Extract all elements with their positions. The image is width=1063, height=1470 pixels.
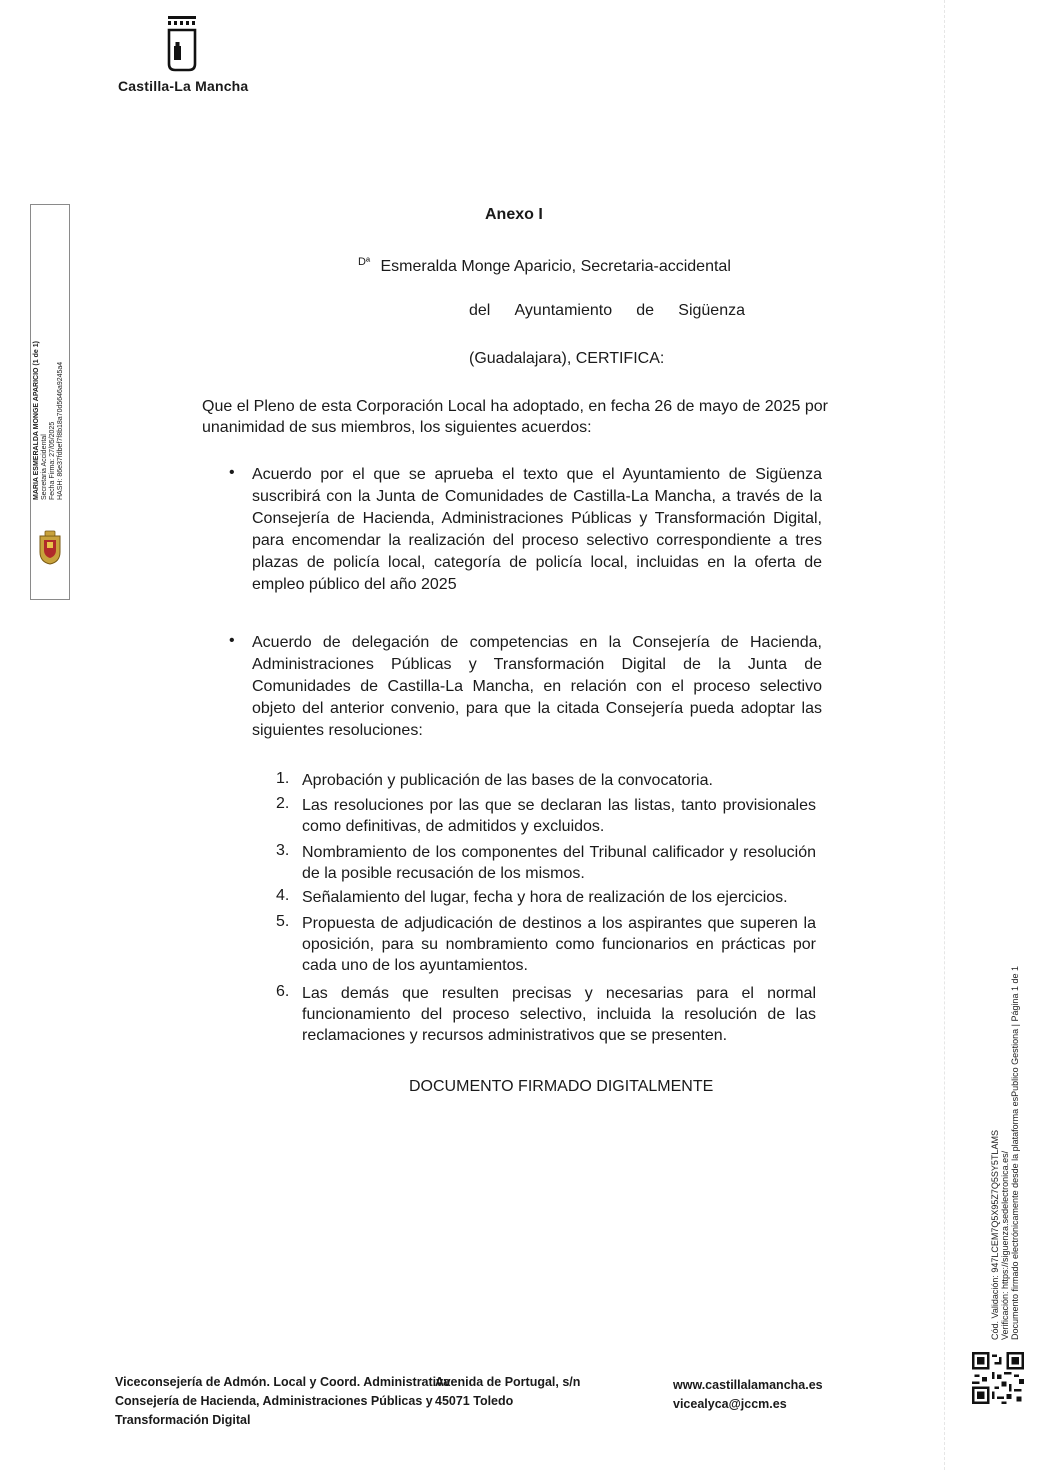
bullet-item: Acuerdo por el que se aprueba el texto que el Ayuntamiento de Sigüenza suscribirá con la Junta de Comunidades de Castilla-La Mancha, a través de la Consejería de Hacienda, Administraciones Públicas y Transformación Digital, para encomendar la realización del proceso selectivo correspondiente a tres plazas de policía local, categoría de policía local, incluidas en la oferta de empleo público del año 2025 <box>252 466 822 593</box>
footer-address-line: Avenida de Portugal, s/n <box>435 1375 581 1389</box>
footer-web-link[interactable]: www.castillalamancha.es <box>673 1378 823 1392</box>
list-item: Las demás que resulten precisas y necesarias para el normal funcionamiento del proceso selectivo, incluida la resolución de las reclamaciones y recursos administrativos que se presenten. <box>302 985 816 1044</box>
castilla-la-mancha-logo-icon <box>150 14 210 74</box>
footer-address-line: 45071 Toledo <box>435 1394 514 1408</box>
list-item: Propuesta de adjudicación de destinos a los aspirantes que superen la oposición, para su nombramiento como funcionarios en prácticas por cada uno de los ayuntamientos. <box>302 915 816 974</box>
bullet-dot: • <box>229 464 235 481</box>
list-item: Señalamiento del lugar, fecha y hora de realización de los ejercicios. <box>302 889 788 906</box>
footer-office-line: Viceconsejería de Admón. Local y Coord. Administrativa <box>115 1375 451 1389</box>
item-number: 1. <box>276 770 290 787</box>
verification-text <box>990 870 1020 1340</box>
footer-email-link[interactable]: vicealyca@jccm.es <box>673 1397 787 1411</box>
signer-name: MARIA ESMERALDA MONGE APARICIO (1 de 1) <box>33 341 40 500</box>
footer-office-line: Transformación Digital <box>115 1413 251 1427</box>
intro-line-2 <box>469 302 745 320</box>
document-title: Anexo I <box>485 206 543 223</box>
signature-hash: HASH: 86e37fdbef7f8b18a70d5646a9245a4 <box>57 361 64 500</box>
bullet-dot: • <box>229 632 235 649</box>
item-number: 3. <box>276 842 290 859</box>
intro-prefix: Dª <box>358 256 371 268</box>
intro-line-3: (Guadalajara), CERTIFICA: <box>469 350 665 367</box>
brand-name: Castilla-La Mancha <box>118 78 249 94</box>
intro-word: Sigüenza <box>678 302 745 319</box>
intro-text-1: Esmeralda Monge Aparicio, Secretaria-accidental <box>380 258 731 276</box>
footer-address <box>435 1373 580 1411</box>
qr-code-icon <box>972 1352 1024 1404</box>
list-item: Nombramiento de los componentes del Tribunal calificador y resolución de la posible recusación de los mismos. <box>302 844 816 882</box>
item-number: 6. <box>276 983 290 1000</box>
item-number: 4. <box>276 887 290 904</box>
footer-contact <box>673 1376 823 1414</box>
footer-office-line: Consejería de Hacienda, Administraciones Públicas y <box>115 1394 433 1408</box>
page-edge-line <box>944 0 946 1470</box>
municipal-seal-icon <box>36 530 64 566</box>
intro-word: del <box>469 302 491 319</box>
list-item: Aprobación y publicación de las bases de la convocatoria. <box>302 772 713 789</box>
signer-role: Secretaria Accidental <box>41 434 48 500</box>
footer-office <box>115 1373 450 1430</box>
verification-code: Cód. Validación: 947LCEM7Q5X95Z7Q5SY5TLAMS <box>990 1130 1000 1340</box>
certify-paragraph: Que el Pleno de esta Corporación Local ha adoptado, en fecha 26 de mayo de 2025 por unanimidad de sus miembros, los siguientes acuerdos: <box>202 398 828 436</box>
bullet-item: Acuerdo de delegación de competencias en la Consejería de Hacienda, Administraciones Públicas y Transformación Digital de la Junta de Comunidades de Castilla-La Mancha, en relación con el proceso selectivo objeto del anterior convenio, para que la citada Consejería pueda adoptar las siguientes resoluciones: <box>252 634 822 739</box>
item-number: 2. <box>276 795 290 812</box>
verification-platform: Documento firmado electrónicamente desde la plataforma esPublico Gestiona | Página 1 de 1 <box>1010 965 1020 1340</box>
signature-date: Fecha Firma: 27/05/2025 <box>49 421 56 500</box>
intro-word: Ayuntamiento <box>514 302 613 319</box>
item-number: 5. <box>276 913 290 930</box>
intro-line-1 <box>358 256 731 276</box>
list-item: Las resoluciones por las que se declaran las listas, tanto provisionales como definitivas, de admitidos y excluidos. <box>302 797 816 835</box>
signature-text <box>33 280 65 500</box>
signed-notice: DOCUMENTO FIRMADO DIGITALMENTE <box>409 1078 714 1095</box>
intro-word: de <box>636 302 655 319</box>
verification-url[interactable]: Verificación: https://siguenza.sedelectronica.es/ <box>1000 1150 1010 1340</box>
